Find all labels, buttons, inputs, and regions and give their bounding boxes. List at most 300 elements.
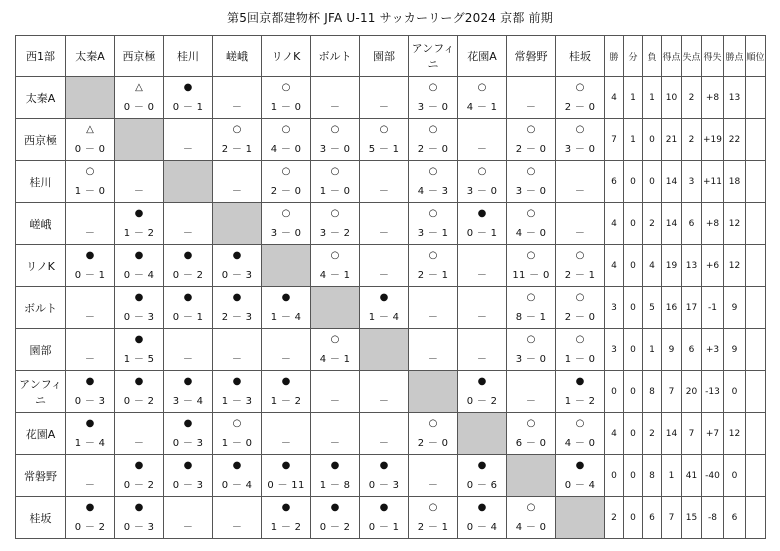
match-cell [311,203,360,245]
stat-wins: 4 [605,245,624,287]
self-match-cell [115,119,164,161]
self-match-cell [164,161,213,203]
stat-goal-difference: +7 [702,413,724,455]
result-mark: ● [183,82,193,93]
match-score: 4 － 0 [515,228,547,239]
result-mark: ● [281,502,291,513]
result-mark: ● [134,460,144,471]
match-score: 2 － 0 [417,438,449,449]
match-score: － [476,312,488,323]
match-cell [262,455,311,497]
match-score: － [329,102,341,113]
match-cell [311,497,360,539]
match-score: － [133,438,145,449]
match-cell [164,329,213,371]
table-row [16,287,766,329]
league-table [15,35,766,539]
match-score: － [574,186,586,197]
result-mark: ○ [330,124,340,135]
match-cell [164,455,213,497]
match-cell [507,329,556,371]
stat-goal-difference: -13 [702,371,724,413]
match-score: － [378,186,390,197]
result-mark: ● [477,376,487,387]
result-mark: ○ [428,418,438,429]
stat-goal-difference: +6 [702,245,724,287]
match-cell [556,413,605,455]
match-cell [213,245,262,287]
result-mark: ○ [526,502,536,513]
stat-wins: 0 [605,371,624,413]
match-score: － [84,354,96,365]
match-score: 0 － 3 [74,396,106,407]
match-score: 1 － 0 [74,186,106,197]
stat-rank [746,455,766,497]
result-mark: ○ [281,208,291,219]
match-cell [262,413,311,455]
match-cell [115,371,164,413]
match-score: － [378,438,390,449]
match-score: 4 － 1 [466,102,498,113]
result-mark: ○ [330,250,340,261]
row-header-team: 園部 [16,329,66,371]
match-cell [556,455,605,497]
stat-losses: 5 [643,287,662,329]
division-label: 西1部 [16,36,66,77]
match-cell [458,455,507,497]
match-score: 0 － 4 [564,480,596,491]
stat-losses: 6 [643,497,662,539]
match-score: 1 － 4 [368,312,400,323]
self-match-cell [458,413,507,455]
result-mark: ● [281,376,291,387]
match-cell [458,329,507,371]
match-cell [262,77,311,119]
match-cell [262,371,311,413]
result-mark: ● [134,376,144,387]
stat-rank [746,287,766,329]
match-cell [409,245,458,287]
stat-wins: 4 [605,77,624,119]
result-mark: ○ [575,124,585,135]
match-score: 11 － 0 [512,270,550,281]
table-row [16,371,766,413]
result-mark: ● [330,502,340,513]
match-cell [360,119,409,161]
row-header-team: 桂川 [16,161,66,203]
match-score: 6 － 0 [515,438,547,449]
stat-points: 18 [724,161,746,203]
match-score: 0 － 6 [466,480,498,491]
match-score: － [231,522,243,533]
match-cell [409,119,458,161]
stat-goals-against: 6 [682,203,702,245]
row-header-team: 常磐野 [16,455,66,497]
match-score: 1 － 4 [74,438,106,449]
match-cell [213,371,262,413]
match-score: 1 － 0 [221,438,253,449]
result-mark: ○ [379,124,389,135]
match-cell [66,497,115,539]
self-match-cell [311,287,360,329]
result-mark: ● [183,376,193,387]
result-mark: ○ [526,124,536,135]
stat-draws: 1 [624,77,643,119]
match-cell [458,371,507,413]
match-score: 0 － 1 [466,228,498,239]
match-cell [213,77,262,119]
stat-goal-difference: +8 [702,77,724,119]
match-score: － [378,102,390,113]
result-mark: ○ [428,124,438,135]
match-score: 0 － 4 [123,270,155,281]
stat-rank [746,203,766,245]
stat-goals-for: 19 [662,245,682,287]
match-cell [262,287,311,329]
match-score: 0 － 3 [123,312,155,323]
match-score: 0 － 1 [172,102,204,113]
result-mark: ○ [575,292,585,303]
match-score: 2 － 0 [270,186,302,197]
match-cell [360,77,409,119]
match-score: 0 － 2 [74,522,106,533]
match-score: 3 － 0 [466,186,498,197]
match-cell [262,329,311,371]
stat-wins: 6 [605,161,624,203]
result-mark: ○ [575,82,585,93]
stat-goals-for: 7 [662,497,682,539]
table-row [16,161,766,203]
stat-draws: 0 [624,203,643,245]
stat-goals-against: 15 [682,497,702,539]
match-cell [507,497,556,539]
match-cell [409,329,458,371]
match-score: 1 － 0 [270,102,302,113]
result-mark: ○ [281,82,291,93]
stat-rank [746,245,766,287]
match-cell [115,77,164,119]
row-header-team: 太秦A [16,77,66,119]
column-header-team: 園部 [360,36,409,77]
match-score: － [84,312,96,323]
result-mark: ● [183,418,193,429]
stat-draws: 0 [624,161,643,203]
match-score: － [476,144,488,155]
match-cell [311,119,360,161]
match-cell [213,329,262,371]
stat-goal-difference: -1 [702,287,724,329]
match-cell [458,203,507,245]
match-cell [507,287,556,329]
stat-wins: 2 [605,497,624,539]
result-mark: ● [575,460,585,471]
match-score: 3 － 2 [319,228,351,239]
result-mark: ● [134,502,144,513]
stat-goals-against: 3 [682,161,702,203]
stat-wins: 0 [605,455,624,497]
result-mark: ○ [477,166,487,177]
match-score: 0 － 2 [466,396,498,407]
match-score: 0 － 2 [172,270,204,281]
result-mark: ○ [428,502,438,513]
match-score: 0 － 3 [368,480,400,491]
column-header-goals-against: 失点 [682,36,702,77]
stat-rank [746,119,766,161]
match-cell [164,245,213,287]
column-header-goal-difference: 得失 [702,36,724,77]
match-score: 1 － 5 [123,354,155,365]
stat-points: 9 [724,287,746,329]
stat-points: 0 [724,371,746,413]
stat-wins: 7 [605,119,624,161]
match-cell [507,77,556,119]
match-score: 0 － 2 [123,480,155,491]
header-row [16,36,766,77]
match-score: － [329,438,341,449]
match-score: 5 － 1 [368,144,400,155]
match-score: 1 － 2 [270,396,302,407]
match-cell [409,203,458,245]
match-cell [556,371,605,413]
match-score: 3 － 0 [417,102,449,113]
column-header-team: 花園A [458,36,507,77]
match-score: 0 － 4 [466,522,498,533]
column-header-draws: 分 [624,36,643,77]
column-header-goals-for: 得点 [662,36,682,77]
match-cell [66,455,115,497]
self-match-cell [507,455,556,497]
match-cell [507,371,556,413]
match-score: 0 － 0 [123,102,155,113]
match-score: 0 － 3 [123,522,155,533]
row-header-team: ボルト [16,287,66,329]
stat-goal-difference: -8 [702,497,724,539]
stat-wins: 4 [605,413,624,455]
match-score: 4 － 3 [417,186,449,197]
page-title: 第5回京都建物杯 JFA U-11 サッカーリーグ2024 京都 前期 [227,11,553,25]
match-cell [213,119,262,161]
match-score: 1 － 3 [221,396,253,407]
result-mark: ○ [428,208,438,219]
match-cell [311,413,360,455]
row-header-team: 西京極 [16,119,66,161]
stat-goal-difference: +11 [702,161,724,203]
stat-goals-for: 1 [662,455,682,497]
match-cell [262,497,311,539]
column-header-team: 嵯峨 [213,36,262,77]
match-cell [66,287,115,329]
result-mark: ○ [575,418,585,429]
column-header-team: 太秦A [66,36,115,77]
stat-goals-against: 17 [682,287,702,329]
result-mark: ● [183,460,193,471]
match-cell [115,161,164,203]
stat-points: 13 [724,77,746,119]
result-mark: ● [183,292,193,303]
match-score: 4 － 1 [319,270,351,281]
match-score: 2 － 0 [564,312,596,323]
match-score: 1 － 2 [564,396,596,407]
match-score: － [378,228,390,239]
match-cell [409,455,458,497]
match-cell [115,497,164,539]
stat-losses: 2 [643,413,662,455]
stat-goal-difference: -40 [702,455,724,497]
match-score: 0 － 3 [172,480,204,491]
self-match-cell [66,77,115,119]
match-cell [164,413,213,455]
match-score: 4 － 0 [564,438,596,449]
result-mark: ○ [428,166,438,177]
self-match-cell [409,371,458,413]
match-cell [458,161,507,203]
row-header-team: リノK [16,245,66,287]
stat-points: 9 [724,329,746,371]
match-score: 0 － 3 [172,438,204,449]
stat-losses: 8 [643,455,662,497]
match-cell [556,245,605,287]
result-mark: ○ [428,82,438,93]
row-header-team: 花園A [16,413,66,455]
match-cell [66,161,115,203]
stat-goals-for: 9 [662,329,682,371]
result-mark: ○ [526,292,536,303]
match-score: 3 － 4 [172,396,204,407]
match-cell [458,119,507,161]
match-cell [115,245,164,287]
match-cell [66,329,115,371]
stat-losses: 2 [643,203,662,245]
stat-draws: 0 [624,455,643,497]
match-score: 4 － 1 [319,354,351,365]
match-score: 1 － 2 [270,522,302,533]
result-mark: △ [86,124,94,135]
match-cell [311,329,360,371]
column-header-rank: 順位 [746,36,766,77]
match-score: 2 － 1 [221,144,253,155]
match-cell [311,161,360,203]
stat-goals-against: 2 [682,119,702,161]
match-score: － [476,354,488,365]
match-cell [507,245,556,287]
result-mark: ● [379,502,389,513]
stat-goals-against: 7 [682,413,702,455]
stat-losses: 0 [643,161,662,203]
result-mark: ○ [526,208,536,219]
table-row [16,329,766,371]
stat-goal-difference: +19 [702,119,724,161]
stat-losses: 1 [643,77,662,119]
result-mark: ● [134,292,144,303]
match-score: 3 － 0 [564,144,596,155]
match-score: － [525,102,537,113]
match-cell [409,161,458,203]
match-score: 2 － 1 [417,522,449,533]
match-score: 3 － 0 [515,186,547,197]
result-mark: ○ [526,250,536,261]
column-header-team: 西京極 [115,36,164,77]
stat-losses: 8 [643,371,662,413]
match-cell [507,413,556,455]
stat-points: 12 [724,203,746,245]
match-score: － [182,354,194,365]
match-cell [458,497,507,539]
self-match-cell [360,329,409,371]
match-cell [360,287,409,329]
stat-points: 12 [724,413,746,455]
stat-draws: 0 [624,287,643,329]
table-row [16,119,766,161]
match-score: － [182,144,194,155]
stat-rank [746,161,766,203]
match-score: 2 － 1 [564,270,596,281]
match-score: 3 － 0 [515,354,547,365]
column-header-losses: 負 [643,36,662,77]
match-score: － [574,228,586,239]
match-cell [213,161,262,203]
match-score: － [133,186,145,197]
match-score: 0 － 1 [172,312,204,323]
match-cell [213,413,262,455]
stat-wins: 4 [605,203,624,245]
match-cell [213,455,262,497]
result-mark: ● [232,250,242,261]
match-cell [66,203,115,245]
result-mark: ○ [281,124,291,135]
match-cell [507,119,556,161]
match-score: 0 － 1 [368,522,400,533]
match-cell [360,203,409,245]
result-mark: ● [379,292,389,303]
stat-draws: 0 [624,329,643,371]
match-cell [262,203,311,245]
match-cell [311,245,360,287]
match-score: － [231,186,243,197]
result-mark: △ [135,82,143,93]
result-mark: ○ [477,82,487,93]
stat-points: 6 [724,497,746,539]
result-mark: ○ [575,250,585,261]
stat-draws: 0 [624,413,643,455]
match-cell [164,203,213,245]
result-mark: ● [477,208,487,219]
match-score: － [182,228,194,239]
match-cell [311,77,360,119]
stat-draws: 0 [624,245,643,287]
result-mark: ○ [575,334,585,345]
match-score: 0 － 1 [74,270,106,281]
stat-rank [746,497,766,539]
match-cell [164,371,213,413]
stat-losses: 0 [643,119,662,161]
match-cell [507,203,556,245]
stat-points: 12 [724,245,746,287]
stat-goals-for: 14 [662,413,682,455]
match-cell [556,203,605,245]
row-header-team: アンフィニ [16,371,66,413]
stat-losses: 1 [643,329,662,371]
stat-draws: 0 [624,371,643,413]
table-row [16,77,766,119]
match-cell [164,119,213,161]
stat-points: 22 [724,119,746,161]
match-score: － [280,354,292,365]
stat-wins: 3 [605,287,624,329]
match-score: － [182,522,194,533]
match-cell [311,455,360,497]
result-mark: ● [134,334,144,345]
match-cell [556,119,605,161]
